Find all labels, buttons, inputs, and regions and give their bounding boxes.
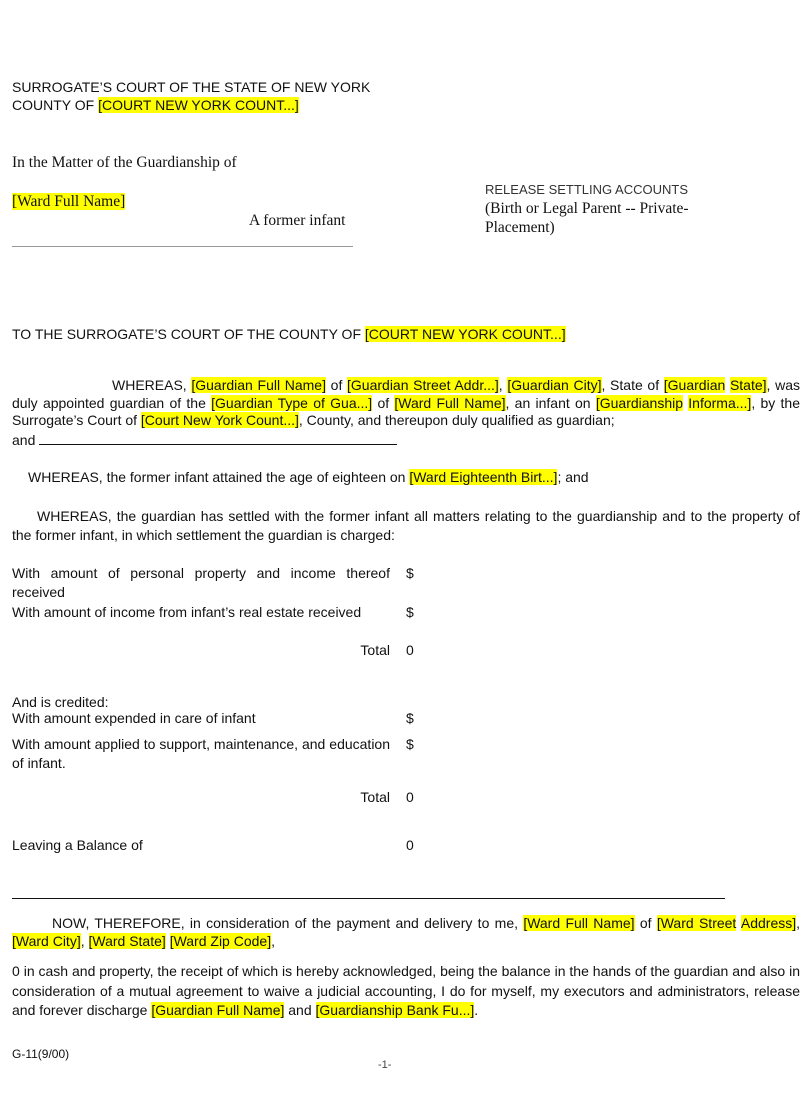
former-infant-label: A former infant [249, 212, 346, 229]
document-title-line3: Placement) [485, 219, 555, 236]
addressee-label: TO THE SURROGATE’S COURT OF THE COUNTY OF [12, 326, 365, 342]
county-line [12, 96, 370, 114]
addressee-county-field[interactable]: [COURT NEW YORK COUNT...] [364, 326, 566, 342]
ward-name-field-2[interactable]: [Ward Full Name] [394, 394, 506, 411]
guardian-street-field[interactable]: [Guardian Street Addr...] [347, 377, 499, 393]
credited-total-value: 0 [406, 789, 414, 805]
county-label: COUNTY OF [12, 97, 99, 113]
court-county-field[interactable]: [Court New York Count...] [140, 412, 299, 428]
guardian-name-field[interactable]: [Guardian Full Name] [191, 377, 326, 393]
ward-eighteenth-field[interactable]: [Ward Eighteenth Birt...] [409, 469, 558, 485]
ward-city-field[interactable]: [Ward City] [12, 932, 81, 949]
and-line: and [12, 431, 397, 449]
charged-row-1-label: With amount of personal property and income thereof received [12, 565, 390, 600]
guardian-state-field[interactable]: [Guardian [663, 377, 726, 393]
matter-label: In the Matter of the Guardianship of [12, 154, 237, 171]
ward-street-field-cont[interactable]: Address] [740, 915, 797, 931]
charged-total-label: Total [360, 642, 390, 658]
guardianship-info-field-cont[interactable]: Informa...] [688, 394, 752, 411]
ward-street-field[interactable]: [Ward Street [656, 915, 737, 931]
credited-heading: And is credited: [12, 694, 109, 710]
charged-row-1-value: $ [406, 565, 414, 581]
addressee-line [12, 325, 566, 343]
page-number: -1- [378, 1059, 392, 1071]
document-title-line2: (Birth or Legal Parent -- Private- [485, 200, 689, 217]
charged-row-2-value: $ [406, 604, 414, 620]
therefore-paragraph: NOW, THEREFORE, in consideration of the payment and delivery to me, [Ward Full Name] of [Ward Street Address], [Ward City], [Ward State] [Ward Zip Code], [12, 915, 800, 949]
section-divider [12, 898, 725, 899]
county-field[interactable]: [COURT NEW YORK COUNT...] [98, 97, 299, 113]
guardianship-info-field[interactable]: [Guardianship [595, 394, 684, 411]
document-title-line1: RELEASE SETTLING ACCOUNTS [485, 182, 688, 197]
credited-row-1-label: With amount expended in care of infant [12, 710, 256, 726]
court-title [12, 78, 370, 114]
credited-row-2-label: With amount applied to support, maintenance, and education of infant. [12, 736, 390, 771]
guardian-state-field-cont[interactable]: State] [729, 377, 767, 393]
ward-zip-field[interactable]: [Ward Zip Code] [169, 932, 272, 949]
credited-total-label: Total [360, 789, 390, 805]
caption-divider [12, 246, 353, 247]
court-title-line: SURROGATE’S COURT OF THE STATE OF NEW YORK [12, 79, 371, 95]
whereas-paragraph-3: WHEREAS, the guardian has settled with the former infant all matters relating to the guardianship and to the property of the former infant, in which settlement the guardian is charged: [12, 508, 800, 543]
document-title [485, 181, 689, 237]
ward-name-field-3[interactable]: [Ward Full Name] [523, 915, 635, 931]
and-blank-line[interactable] [39, 444, 397, 445]
credited-row-1-value: $ [406, 710, 414, 726]
form-id: G-11(9/00) [12, 1047, 70, 1061]
balance-label: Leaving a Balance of [12, 837, 143, 853]
whereas-paragraph-1: WHEREAS, [Guardian Full Name] of [Guardian Street Addr...], [Guardian City], State of [Guardian State], was duly appointed guardian of the [Guardian Type of Gua...] of [Ward Full Name], an infant on [Guardianship Informa...], by the Surrogate’s Court of [Court New York Count...], County, and thereupon duly qualified as guardian; [12, 377, 800, 428]
guardianship-bank-field[interactable]: [Guardianship Bank Fu...] [315, 1002, 475, 1018]
release-paragraph: 0 in cash and property, the receipt of which is hereby acknowledged, being the balance in the hands of the guardian and also in consideration of a mutual agreement to waive a judicial accounting, I do for myself, my executors and administrators, release and forever discharge [Guardian Full Name] and [Guardianship Bank Fu...]. [12, 963, 800, 1018]
charged-total-value: 0 [406, 642, 414, 658]
guardian-city-field[interactable]: [Guardian City] [507, 377, 602, 393]
balance-value: 0 [406, 837, 414, 853]
ward-state-field[interactable]: [Ward State] [88, 932, 166, 949]
credited-row-2-value: $ [406, 736, 414, 752]
ward-name-field[interactable]: [Ward Full Name] [12, 193, 126, 210]
guardian-name-field-2[interactable]: [Guardian Full Name] [151, 1002, 285, 1018]
guardian-type-field[interactable]: [Guardian Type of Gua...] [211, 394, 373, 411]
charged-row-2-label: With amount of income from infant’s real estate received [12, 604, 362, 620]
whereas-paragraph-2: WHEREAS, the former infant attained the age of eighteen on [Ward Eighteenth Birt...]; and [28, 469, 589, 485]
